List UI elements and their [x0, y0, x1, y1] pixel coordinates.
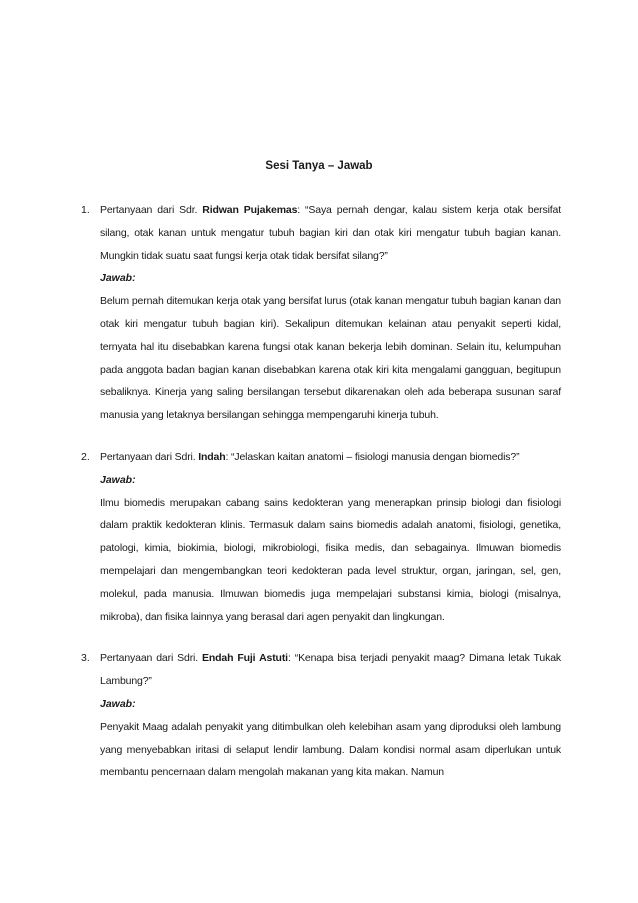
question-text: : “Saya pernah dengar, kalau sistem kerja otak bersifat silang, otak kanan untuk mengatur tubuh bagian kiri dan otak kiri mengatur tubuh bagian kanan. Mungkin tidak suatu saat fungsi kerja otak tidak bersifat silang?” [100, 204, 561, 262]
answer-label: Jawab: [100, 697, 136, 710]
question-prefix: Pertanyaan dari Sdr. [100, 204, 203, 216]
asker-name: Endah Fuji Astuti [202, 652, 288, 665]
page-title: Sesi Tanya – Jawab [265, 160, 373, 172]
qa-list [81, 199, 561, 803]
item-number: 3. [81, 652, 90, 665]
qa-item-3 [81, 647, 561, 784]
qa-item-2 [81, 446, 561, 628]
answer-paragraph: Penyakit Maag adalah penyakit yang ditimbulkan oleh kelebihan asam yang diproduksi oleh lambung yang menyebabkan iritasi di selaput lendir lambung. Dalam kondisi normal asam diperlukan untuk membantu pencernaan dalam mengolah makanan yang kita makan. Namun [100, 720, 561, 779]
answer-label: Jawab: [100, 473, 136, 486]
question-paragraph [100, 647, 561, 693]
qa-item-1 [81, 199, 561, 427]
answer-paragraph: Ilmu biomedis merupakan cabang sains kedokteran yang menerapkan prinsip biologi dan fisiologi dalam praktik kedokteran klinis. Termasuk dalam sains biomedis adalah anatomi, fisiologi, genetika, patologi, kimia, biokimia, biologi, mikrobiologi, fisika medis, dan sebagainya. Ilmuwan biomedis mempelajari dan mengembangkan teori kedokteran pada level struktur, organ, jaringan, sel, gen, molekul, pada manusia. Ilmuwan biomedis juga mempelajari substansi kimia, biologi (misalnya, mikroba), dan fisika lainnya yang berasal dari agen penyakit dan lingkungan. [100, 496, 561, 623]
question-paragraph [100, 199, 561, 267]
question-text: : “Jelaskan kaitan anatomi – fisiologi manusia dengan biomedis?” [225, 450, 520, 463]
question-prefix: Pertanyaan dari Sdri. [100, 652, 203, 665]
asker-name: Ridwan Pujakemas [202, 204, 298, 216]
question-prefix: Pertanyaan dari Sdri. [100, 450, 199, 463]
answer-paragraph: Belum pernah ditemukan kerja otak yang bersifat lurus (otak kanan mengatur tubuh bagian kanan dan otak kiri mengatur tubuh bagian kiri). Sekalipun ditemukan kelainan atau penyakit seperti kidal, ternyata hal itu disebabkan karena fungsi otak kanan bekerja lebih dominan. Selain itu, kelumpuhan pada anggota badan bagian kanan disebabkan karena otak kiri kita mengalami gangguan, begitupun sebaliknya. Kinerja yang saling bersilangan tersebut dikarenakan oleh ada beberapa susunan saraf manusia yang letaknya bersilangan sehingga mempengaruhi kinerja tubuh. [100, 295, 561, 422]
item-number: 2. [81, 450, 90, 463]
item-number: 1. [81, 204, 90, 216]
question-paragraph [100, 446, 561, 469]
answer-label: Jawab: [100, 272, 136, 285]
question-text: : “Kenapa bisa terjadi penyakit maag? Dimana letak Tukak Lambung?” [100, 652, 561, 688]
asker-name: Indah [198, 450, 226, 463]
